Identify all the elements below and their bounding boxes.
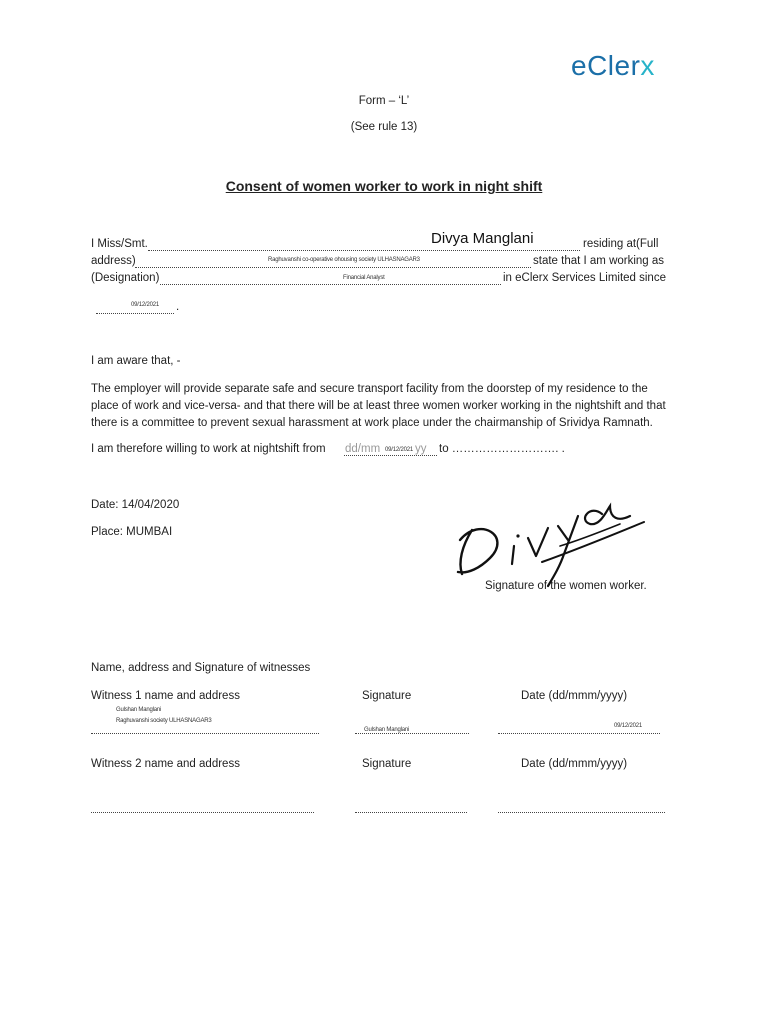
- witness2-date-header: Date (dd/mmm/yyyy): [521, 758, 628, 770]
- name-prefix-label: I Miss/Smt.: [91, 238, 148, 250]
- handwritten-signature-image: [450, 496, 650, 588]
- witness1-name-value: Gulshan Manglani: [116, 707, 162, 713]
- address-label: address): [91, 255, 136, 267]
- address-field-value: Raghuvanshi co-operative ohousing society ULHASNAGAR3: [268, 257, 420, 263]
- witness1-date-header: Date (dd/mmm/yyyy): [521, 690, 628, 702]
- witness2-date-dotted-line: [498, 802, 665, 813]
- page-title: Consent of women worker to work in night shift: [225, 178, 543, 194]
- name-field-value: Divya Manglani: [431, 230, 534, 247]
- aware-body-paragraph: The employer will provide separate safe and secure transport facility from the doorstep of my residence to the place of work and vice-versa- and that there will be at least three women worker working in the nightshift and that there is a committee to prevent sexual harassment at work place under the chairmanship of Srividya Ramnath.: [91, 383, 666, 429]
- aware-intro: I am aware that, -: [91, 355, 181, 367]
- from-date-placeholder: dd/mm: [345, 443, 381, 455]
- witness1-address-value: Raghuvanshi society ULHASNAGAR3: [116, 718, 212, 724]
- witness2-signature-dotted-line: [355, 802, 467, 813]
- date-text: Date: 14/04/2020: [91, 499, 180, 511]
- witness2-label: Witness 2 name and address: [91, 758, 240, 770]
- witness1-date-value: 09/12/2021: [614, 723, 643, 729]
- witness2-name-dotted-line: [91, 802, 314, 813]
- place-text: Place: MUMBAI: [91, 526, 173, 538]
- designation-field-value: Financial Analyst: [343, 275, 385, 281]
- witnesses-heading: Name, address and Signature of witnesses: [91, 662, 311, 674]
- willing-label: I am therefore willing to work at nightshift from: [91, 443, 326, 455]
- witness1-signature-header: Signature: [362, 690, 412, 702]
- from-date-placeholder-tail: yy: [415, 443, 427, 455]
- to-date-label: to ………………………. .: [439, 443, 565, 455]
- signature-caption: Signature of the women worker.: [485, 580, 647, 592]
- logo-main-text: eCler: [571, 50, 641, 81]
- logo-x-text: x: [640, 50, 655, 81]
- state-label: state that I am working as: [533, 255, 665, 267]
- designation-dotted-line: [160, 274, 501, 285]
- witness1-signature-value: Gulshan Manglani: [364, 727, 410, 733]
- from-date-value: 09/12/2021: [385, 447, 414, 453]
- eclerx-logo: [571, 50, 655, 82]
- witness1-name-dotted-line: [91, 723, 319, 734]
- form-label: Form – ‘L’: [358, 95, 410, 107]
- residing-label: residing at(Full: [583, 238, 659, 250]
- designation-label: (Designation): [91, 272, 160, 284]
- since-field-value: 09/12/2021: [131, 302, 160, 308]
- witness2-signature-header: Signature: [362, 758, 412, 770]
- witness1-label: Witness 1 name and address: [91, 690, 240, 702]
- company-label: in eClerx Services Limited since: [503, 272, 666, 284]
- see-rule: (See rule 13): [350, 121, 418, 133]
- since-suffix: .: [176, 301, 180, 313]
